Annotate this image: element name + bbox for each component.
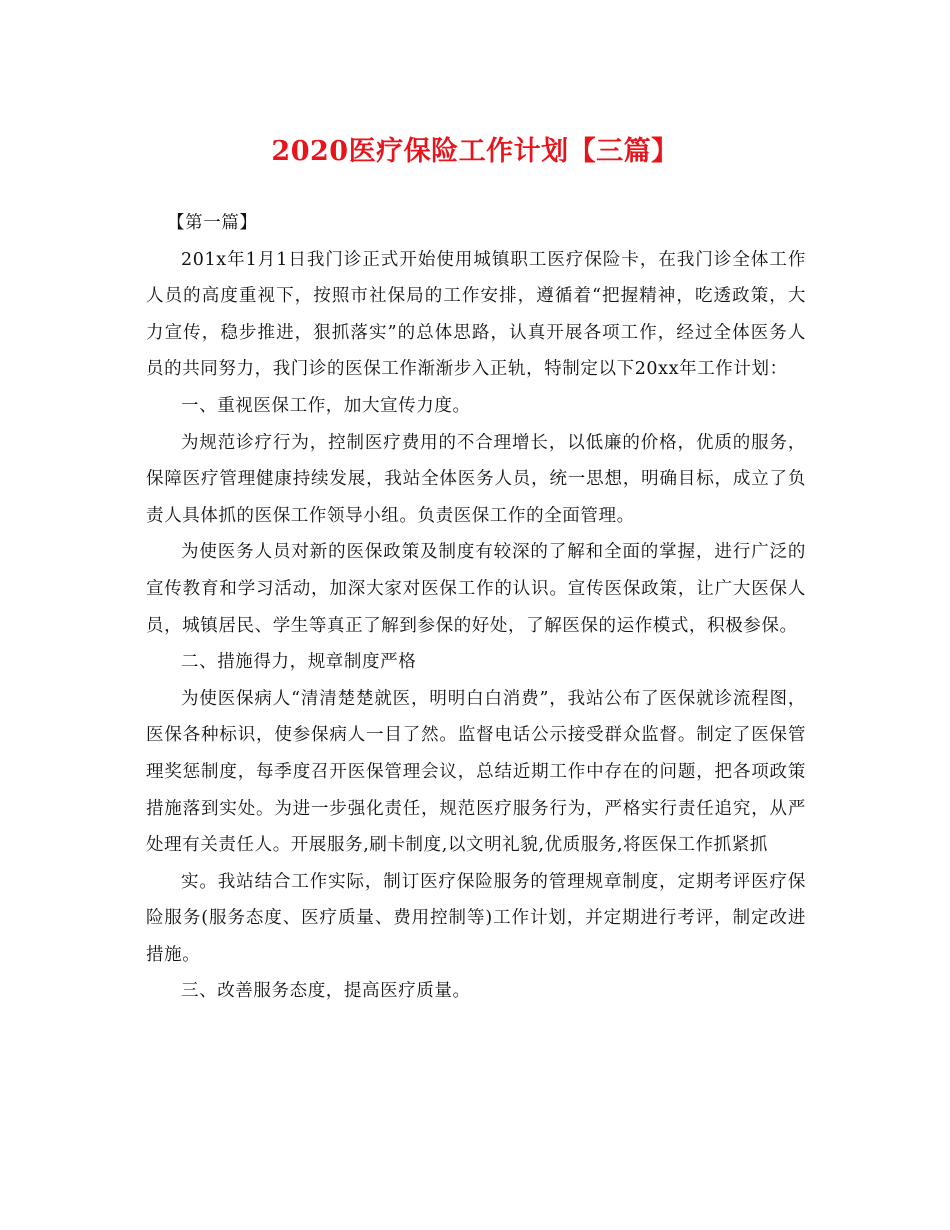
paragraph: 实。我站结合工作实际，制订医疗保险服务的管理规章制度，定期考评医疗保险服务(服务态度、医疗质量、费用控制等)工作计划，并定期进行考评，制定改进措施。 [146, 871, 806, 965]
paragraph: 为使医保病人“清清楚楚就医，明明白白消费”，我站公布了医保就诊流程图，医保各种标识，使参保病人一目了然。监督电话公示接受群众监督。制定了医保管理奖惩制度，每季度召开医保管理会议，总结近期工作中存在的问题，把各项政策措施落到实处。为进一步强化责任，规范医疗服务行为，严格实行责任追究，从严处理有关责任人。开展服务,刷卡制度,以文明礼貌,优质服务,将医保工作抓紧抓 [146, 688, 806, 856]
paragraph: 为规范诊疗行为，控制医疗费用的不合理增长，以低廉的价格，优质的服务，保障医疗管理健康持续发展，我站全体医务人员，统一思想，明确目标，成立了负责人具体抓的医保工作领导小组。负责医保工作的全面管理。 [146, 432, 806, 526]
section-heading-3: 三、改善服务态度，提高医疗质量。 [181, 981, 471, 1002]
paragraph: 为使医务人员对新的医保政策及制度有较深的了解和全面的掌握，进行广泛的宣传教育和学习活动，加深大家对医保工作的认识。宣传医保政策，让广大医保人员，城镇居民、学生等真正了解到参保的好处，了解医保的运作模式，积极参保。 [146, 542, 806, 636]
section-heading-1: 一、重视医保工作，加大宣传力度。 [181, 395, 471, 416]
part-heading: 【第一篇】 [167, 213, 258, 233]
document-body [146, 205, 806, 1010]
document-title: 2020医疗保险工作计划【三篇】 [271, 136, 679, 167]
paragraph-intro: 201x年1月1日我门诊正式开始使用城镇职工医疗保险卡，在我门诊全体工作人员的高度重视下，按照市社保局的工作安排，遵循着“把握精神，吃透政策，大力宣传，稳步推进，狠抓落实”的总体思路，认真开展各项工作，经过全体医务人员的共同努力，我门诊的医保工作渐渐步入正轨，特制定以下20xx年工作计划： [146, 249, 806, 380]
section-heading-2: 二、措施得力，规章制度严格 [181, 652, 417, 673]
